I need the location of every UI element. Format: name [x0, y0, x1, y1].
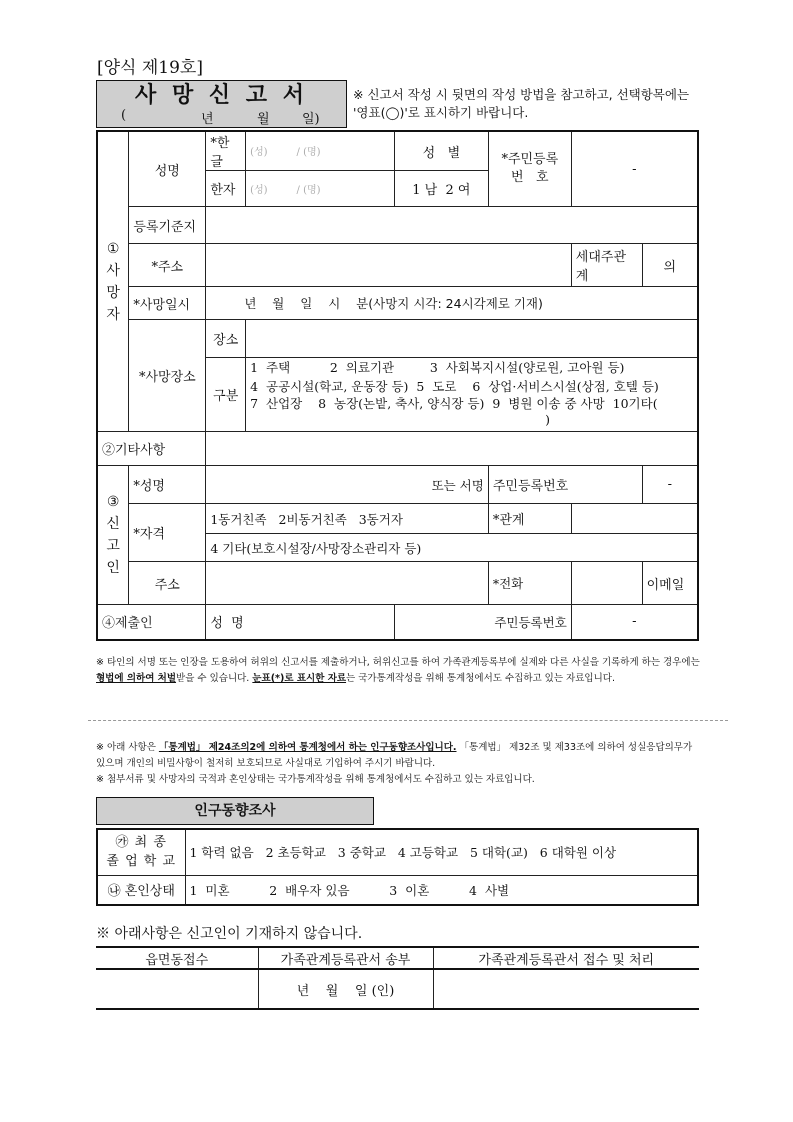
office-cell-3	[433, 969, 699, 1009]
qualification-other[interactable]: 4 기타(보호시설장/사망장소관리자 등)	[206, 534, 698, 562]
death-time-label: *사망일시	[129, 287, 206, 320]
office-col-3: 가족관계등록관서 접수 및 처리	[433, 947, 699, 969]
sex-label: 성 별	[394, 131, 488, 171]
deceased-section-label: ① 사 망 자	[97, 131, 129, 432]
date-day: 일)	[302, 112, 320, 127]
phone-field[interactable]	[571, 562, 642, 605]
reporter-rrn-field[interactable]: -	[642, 466, 698, 504]
form-title: 사 망 신 고 서	[135, 82, 308, 108]
qualification-label: *자격	[129, 504, 206, 562]
office-date-seal: 년 월 일 (인)	[258, 969, 433, 1009]
registry-field[interactable]	[206, 207, 698, 244]
relation-field[interactable]	[571, 504, 698, 534]
registry-label: 등록기준지	[129, 207, 206, 244]
category-label: 구분	[206, 358, 246, 432]
hangul-name-field[interactable]: (성) / (명)	[246, 131, 395, 171]
category-option-line[interactable]: 4 공공시설(학교, 운동장 등) 5 도로 6 상업·서비스시설(상점, 호텔 등)	[246, 378, 698, 396]
date-open: (	[121, 108, 127, 123]
reporter-name-label: *성명	[129, 466, 206, 504]
survey-note: ※ 아래 사항은 「통계법」 제24조의2에 의하여 통계청에서 하는 인구동향조사입니다. 「통계법」 제32조 및 제33조에 의하여 성실응답의무가 있으며 개인의 비밀사항이 철저히 보호되므로 사실대로 기입하여 주시기 바랍니다. ※ 첨부서류 및 사망자의 국적과 혼인상태는 국가통계작성을 위해 통계청에서도 수집하고 있는 자료입니다.	[96, 742, 693, 785]
office-note: ※ 아래사항은 신고인이 기재하지 않습니다.	[96, 926, 363, 942]
phone-label: *전화	[488, 562, 571, 605]
hangul-label: *한글	[206, 131, 246, 171]
submitter-rrn-field[interactable]: -	[571, 605, 698, 640]
deceased-name-label: 성명	[129, 131, 206, 207]
death-time-field[interactable]: 년 월 일 시 분(사망지 시각: 24시각제로 기재)	[206, 287, 698, 320]
warning-note: ※ 타인의 서명 또는 인장을 도용하여 허위의 신고서를 제출하거나, 허위신고를 하여 가족관계등록부에 실제와 다른 사실을 기록하게 하는 경우에는 형법에 의하여 처벌받을 수 있습니다. 눈표(*)로 표시한 자료는 국가통계작성을 위해 통계청에서도 수집하고 있는 자료입니다.	[96, 657, 700, 684]
reporter-name-field[interactable]: 또는 서명	[206, 466, 489, 504]
report-date[interactable]	[97, 108, 346, 126]
office-cell-1	[96, 969, 258, 1009]
hanja-label: 한자	[206, 171, 246, 207]
sex-options[interactable]: 1 남 2 여	[394, 171, 488, 207]
survey-table	[96, 828, 699, 906]
education-options[interactable]: 1 학력 없음 2 초등학교 3 중학교 4 고등학교 5 대학(교) 6 대학원 이상	[185, 829, 698, 875]
office-col-2: 가족관계등록관서 송부	[258, 947, 433, 969]
other-field[interactable]	[206, 432, 698, 466]
householder-field[interactable]: 의	[642, 244, 698, 287]
category-option-line[interactable]: 1 주택 2 의료기관 3 사회복지시설(양로원, 고아원 등)	[246, 358, 698, 378]
address-label: *주소	[129, 244, 206, 287]
survey-title: 인구동향조사	[96, 797, 374, 825]
address-field[interactable]	[206, 244, 571, 287]
deceased-rrn-label: *주민등록 번 호	[488, 131, 571, 207]
email-label: 이메일	[642, 562, 698, 605]
marital-label: ㉯ 혼인상태	[97, 875, 185, 905]
deceased-rrn-field[interactable]: -	[571, 131, 698, 207]
cut-line	[88, 720, 728, 721]
submitter-label: ④제출인	[97, 605, 206, 640]
education-label: ㉮ 최 종 졸 업 학 교	[97, 829, 185, 875]
hanja-name-field[interactable]: (성) / (명)	[246, 171, 395, 207]
date-month: 월	[257, 112, 270, 127]
date-year: 년	[201, 112, 214, 127]
place-label: 장소	[206, 320, 246, 358]
qualification-options[interactable]: 1동거친족 2비동거친족 3동거자	[206, 504, 489, 534]
main-form-table	[96, 130, 699, 641]
householder-label: 세대주관계	[571, 244, 642, 287]
office-table	[96, 946, 699, 1010]
reporter-address-field[interactable]	[206, 562, 489, 605]
submitter-rrn-label: 주민등록번호	[394, 605, 571, 640]
reporter-section-label: ③ 신 고 인	[97, 466, 129, 605]
place-field[interactable]	[246, 320, 698, 358]
title-box	[96, 80, 347, 128]
other-label: ②기타사항	[97, 432, 206, 466]
death-place-label: *사망장소	[129, 320, 206, 432]
top-note: ※ 신고서 작성 시 뒷면의 작성 방법을 참고하고, 선택항목에는 '영표(◯)'로 표시하기 바랍니다.	[353, 87, 690, 120]
marital-options[interactable]: 1 미혼 2 배우자 있음 3 이혼 4 사별	[185, 875, 698, 905]
office-col-1: 읍면동접수	[96, 947, 258, 969]
submitter-name-label: 성 명	[206, 605, 395, 640]
relation-label: *관계	[488, 504, 571, 534]
category-option-line[interactable]: 7 산업장 8 농장(논밭, 축사, 양식장 등) 9 병원 이송 중 사망 10기타( )	[246, 396, 698, 432]
reporter-rrn-label: 주민등록번호	[488, 466, 642, 504]
reporter-address-label: 주소	[129, 562, 206, 605]
form-number: [양식 제19호]	[97, 58, 203, 78]
